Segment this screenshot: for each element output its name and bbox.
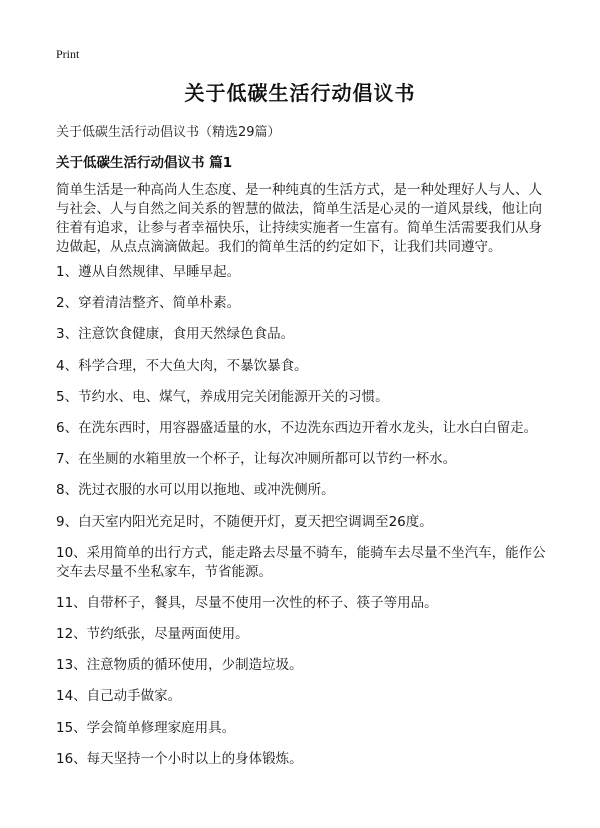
list-item-1: 1、遵从自然规律、早睡早起。 (56, 264, 241, 280)
list-item-5: 5、节约水、电、煤气，养成用完关闭能源开关的习惯。 (56, 388, 389, 405)
print-label[interactable]: Print (56, 47, 80, 61)
list-item-7: 7、在坐厕的水箱里放一个杯子，让每次冲厕所都可以节约一杯水。 (56, 451, 457, 468)
list-item-8: 8、洗过衣服的水可以用以拖地、或冲洗侧所。 (56, 482, 335, 499)
list-item-6: 6、在洗东西时，用容器盛适量的水，不边洗东西边开着水龙头，让水白白留走。 (56, 419, 538, 436)
document-subtitle: 关于低碳生活行动倡议书（精选29篇） (56, 125, 281, 140)
document-title: 关于低碳生活行动倡议书 (184, 81, 416, 105)
pledge-list (56, 263, 546, 781)
list-item-9: 9、白天室内阳光充足时，不随便开灯，夏天把空调调至26度。 (56, 513, 433, 530)
list-item-2: 2、穿着清洁整齐、简单朴素。 (56, 295, 241, 312)
list-item-3: 3、注意饮食健康，食用天然绿色食品。 (56, 326, 295, 343)
list-item-12: 12、节约纸张，尽量两面使用。 (56, 626, 249, 643)
list-item-10: 10、采用简单的出行方式，能走路去尽量不骑车，能骑车去尽量不坐汽车，能作公交车去尽量不坐私家车，节省能源。 (56, 544, 546, 580)
list-item-11: 11、自带杯子，餐具，尽量不使用一次性的杯子、筷子等用品。 (56, 594, 438, 611)
list-item-13: 13、注意物质的循环使用，少制造垃圾。 (56, 657, 303, 674)
section-heading: 关于低碳生活行动倡议书 篇1 (56, 155, 233, 171)
list-item-4: 4、科学合理，不大鱼大肉，不暴饮暴食。 (56, 357, 308, 374)
list-item-14: 14、自己动手做家。 (56, 688, 182, 705)
list-item-16: 16、每天坚持一个小时以上的身体锻炼。 (56, 750, 303, 767)
list-item-15: 15、学会简单修理家庭用具。 (56, 719, 236, 736)
intro-paragraph: 简单生活是一种高尚人生态度、是一种纯真的生活方式，是一种处理好人与人、人与社会、人与自然之间关系的智慧的做法，简单生活是心灵的一道风景线，他让向往着有追求，让参与者幸福快乐，让持续实施者一生富有。简单生活需要我们从身边做起，从点点滴滴做起。我们的简单生活的约定如下，让我们共同遵守。 (56, 182, 542, 255)
